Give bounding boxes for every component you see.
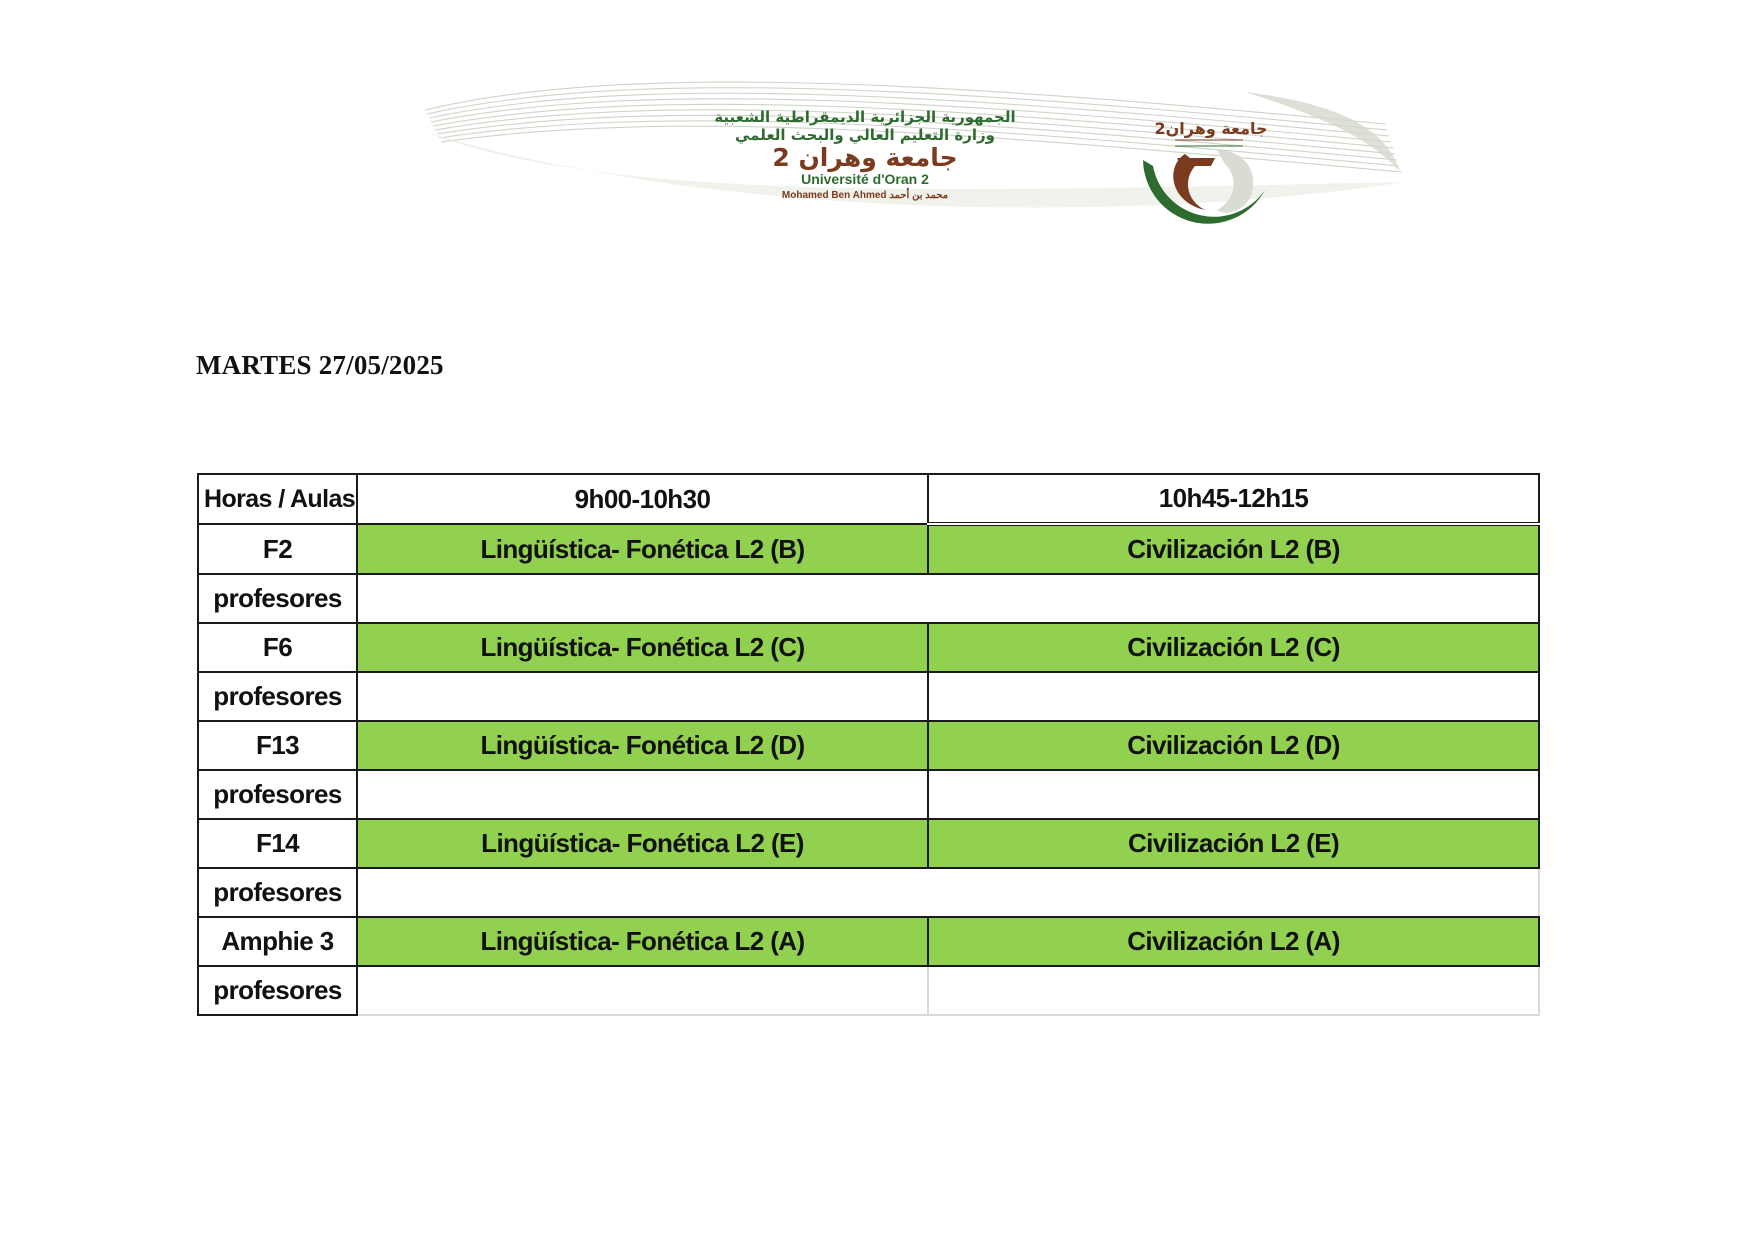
teachers-row (198, 574, 1539, 623)
university-logo-banner (425, 72, 1415, 232)
teachers-label: profesores (198, 770, 357, 819)
header-row (198, 474, 1539, 524)
subject-cell: Civilización L2 (A) (928, 917, 1539, 966)
header-corner-cell: Horas / Aulas (198, 474, 357, 524)
teachers-cell (357, 868, 1539, 917)
subject-cell: Civilización L2 (D) (928, 721, 1539, 770)
teachers-cell (928, 770, 1539, 819)
logo-arabic-line-2: وزارة التعليم العالي والبحث العلمي (734, 126, 996, 144)
time-slot-header: 10h45-12h15 (928, 474, 1539, 524)
teachers-label: profesores (198, 966, 357, 1015)
logo-french-name: Université d'Oran 2 (801, 171, 929, 187)
page-title: MARTES 27/05/2025 (196, 350, 444, 380)
teachers-cell (357, 966, 928, 1015)
logo-arabic-line-1: الجمهورية الجزائرية الديمقراطية الشعبية (714, 108, 1016, 126)
subject-cell: Civilización L2 (B) (928, 524, 1539, 574)
teachers-cell (357, 770, 928, 819)
subject-cell: Lingüística- Fonética L2 (B) (357, 524, 928, 574)
teachers-row (198, 868, 1539, 917)
room-row (198, 819, 1539, 868)
subject-cell: Civilización L2 (C) (928, 623, 1539, 672)
teachers-row (198, 966, 1539, 1015)
seal-title: جامعة وهران2 (1154, 119, 1268, 138)
exam-schedule-table (197, 473, 1540, 1016)
university-seal-icon (1143, 119, 1268, 224)
room-label: F6 (198, 623, 357, 672)
subject-cell: Lingüística- Fonética L2 (D) (357, 721, 928, 770)
teachers-cell (357, 574, 1539, 623)
teachers-cell (928, 966, 1539, 1015)
teachers-label: profesores (198, 672, 357, 721)
logo-arabic-name: جامعة وهران 2 (772, 143, 958, 172)
teachers-row (198, 770, 1539, 819)
teachers-label: profesores (198, 574, 357, 623)
subject-cell: Lingüística- Fonética L2 (E) (357, 819, 928, 868)
room-label: F13 (198, 721, 357, 770)
room-label: F14 (198, 819, 357, 868)
room-row (198, 917, 1539, 966)
room-label: F2 (198, 524, 357, 574)
room-row (198, 623, 1539, 672)
time-slot-header: 9h00-10h30 (357, 474, 928, 524)
room-label: Amphie 3 (198, 917, 357, 966)
subject-cell: Lingüística- Fonética L2 (A) (357, 917, 928, 966)
subject-cell: Civilización L2 (E) (928, 819, 1539, 868)
teachers-cell (928, 672, 1539, 721)
room-row (198, 721, 1539, 770)
teachers-cell (357, 672, 928, 721)
room-row (198, 524, 1539, 574)
logo-subname: Mohamed Ben Ahmed محمد بن أحمد (781, 190, 949, 201)
subject-cell: Lingüística- Fonética L2 (C) (357, 623, 928, 672)
teachers-row (198, 672, 1539, 721)
teachers-label: profesores (198, 868, 357, 917)
